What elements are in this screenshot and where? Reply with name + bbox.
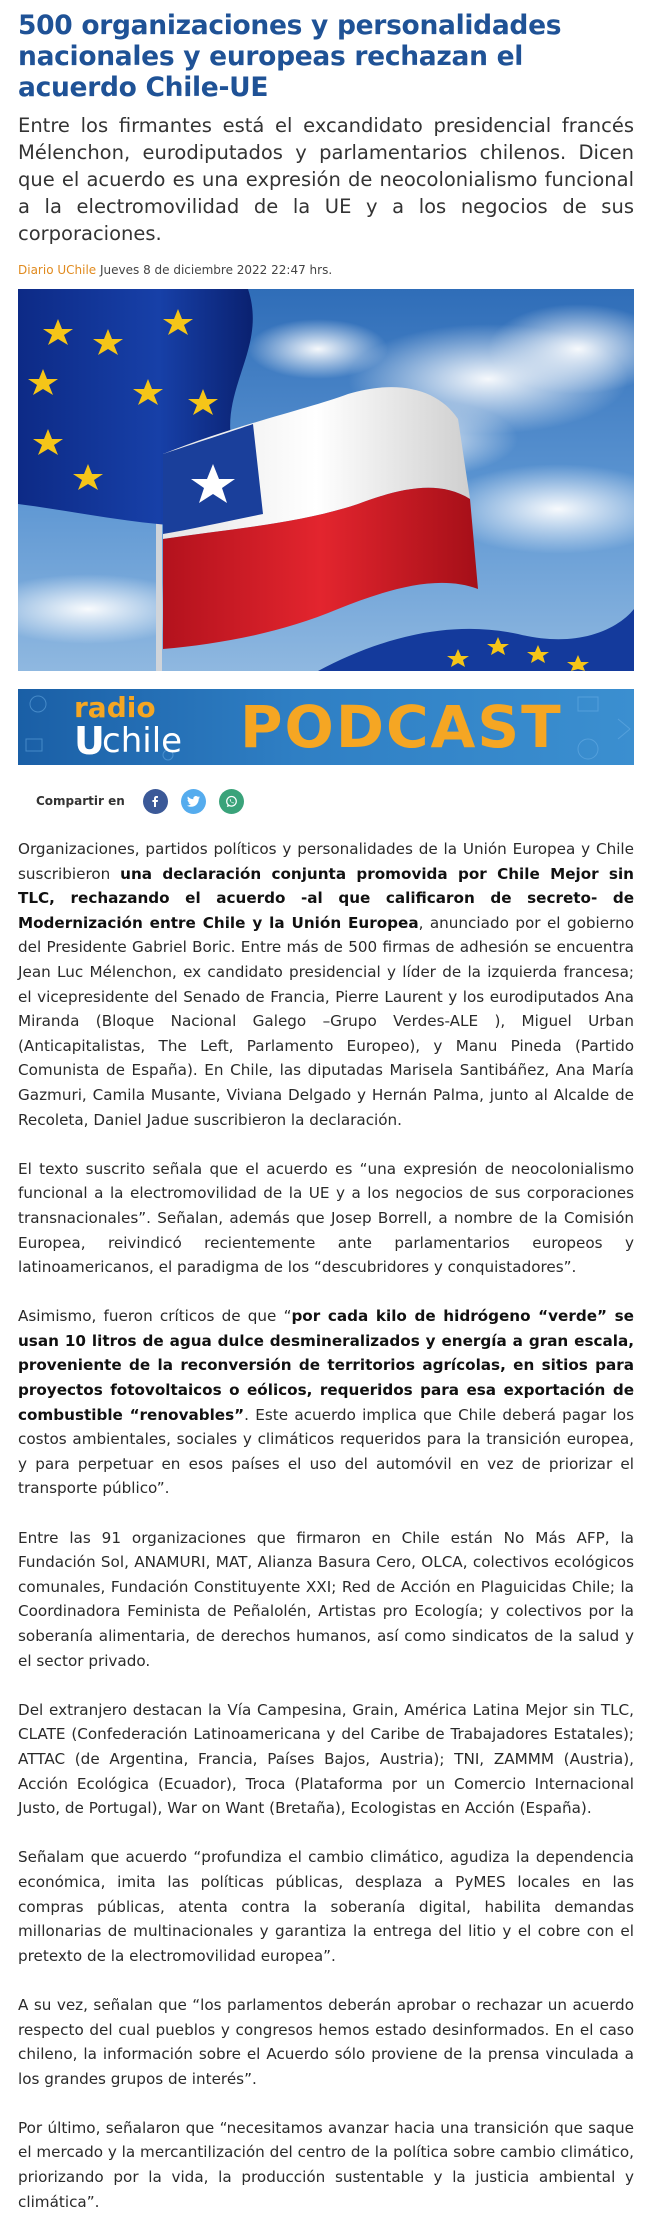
- article-paragraph-3: Asimismo, fueron críticos de que “por cada kilo de hidrógeno “verde” se usan 10 litros de agua dulce desmineralizados y energía a gran escala, proveniente de la reconversión de territorios agrícolas, en sitios para proyectos fotovoltaicos o eólicos, requeridos para esa exportación de combustible “renovables”. Este acuerdo implica que Chile deberá pagar los costos ambientales, sociales y climáticos requeridos para la transición europea, y para perpetuar en esos países el uso del automóvil en vez de priorizar el transporte público”.: [18, 1307, 635, 1498]
- source-link[interactable]: Diario UChile: [18, 263, 97, 277]
- article-paragraph-4: Entre las 91 organizaciones que firmaron en Chile están No Más AFP, la Fundación Sol, ANAMURI, MAT, Alianza Basura Cero, OLCA, colectivos ecológicos comunales, Fundación Constituyente XXI; Red de Acción en Plaguicidas Chile; la Coordinadora Feminista de Peñalolén, Artistas pro Ecología; y colectivos por la soberanía alimentaria, de derechos humanos, así como sindicatos de la salud y el sector privado.: [18, 1528, 634, 1670]
- article-paragraph-1: Organizaciones, partidos políticos y personalidades de la Unión Europea y Chile suscribieron una declaración conjunta promovida por Chile Mejor sin TLC, rechazando el acuerdo -al que calificaron de secreto- de Modernización entre Chile y la Unión Europea, anunciado por el gobierno del Presidente Gabriel Boric. Entre más de 500 firmas de adhesión se encuentra Jean Luc Mélenchon, ex candidato presidencial y líder de la izquierda francesa; el vicepresidente del Senado de Francia, Pierre Laurent y los eurodiputados Ana Miranda (Bloque Nacional Galego –Grupo Verdes-ALE ), Miguel Urban (Anticapitalistas, The Left, Parlamento Europeo), y Manu Pineda (Partido Comunista de España). En Chile, las diputadas Marisela Santibáñez, Ana María Gazmuri, Camila Musante, Viviana Delgado y Hernán Palma, junto al Alcalde de Recoleta, Daniel Jadue suscribieron la declaración.: [18, 840, 635, 1129]
- whatsapp-share-button[interactable]: [219, 789, 244, 814]
- article-paragraph-2: El texto suscrito señala que el acuerdo es “una expresión de neocolonialismo funcional a la electromovilidad de la UE y a los negocios de sus corporaciones transnacionales”. Señalan, además que Josep Borrell, a nombre de la Comisión Europea, reivindicó recientemente ante parlamentarios europeos y latinoamericanos, el paradigma de los “descubridores y conquistadores”.: [18, 1159, 634, 1277]
- brand-u: U: [74, 719, 105, 763]
- radio-label: radio: [74, 691, 156, 724]
- article-title: 500 organizaciones y personalidades nacionales y europeas rechazan el acuerdo Chile-UE: [18, 10, 562, 103]
- article-paragraph-7: A su vez, señalan que “los parlamentos deberán aprobar o rechazar un acuerdo respecto del cual pueblos y congresos hemos estado desinformados. En el caso chileno, la información sobre el Acuerdo sólo proviene de la prensa vinculada a los grandes grupos de interés”.: [18, 1995, 634, 2088]
- article-lead: Entre los firmantes está el excandidato presidencial francés Mélenchon, eurodiputados y parlamentarios chilenos. Dicen que el acuerdo es una expresión de neocolonialismo funcional a la electromovilidad de la UE y a los negocios de sus corporaciones.: [18, 114, 634, 245]
- article-paragraph-8: Por último, señalaron que “necesitamos avanzar hacia una transición que saque el mercado y la mercantilización del centro de la política sobre cambio climático, priorizando por la vida, la producción sustentable y la justicia ambiental y climática”.: [18, 2118, 634, 2211]
- brand-chile: chile: [102, 721, 183, 761]
- twitter-share-button[interactable]: [181, 789, 206, 814]
- article-paragraph-5: Del extranjero destacan la Vía Campesina, Grain, América Latina Mejor sin TLC, CLATE (Confederación Latinoamericana y del Caribe de Trabajadores Estatales); ATTAC (de Argentina, Francia, Países Bajos, Austria); TNI, ZAMMM (Austria), Acción Ecológica (Ecuador), Troca (Plataforma por un Comercio Internacional Justo, de Portugal), War on Want (Bretaña), Ecologistas en Acción (España).: [18, 1700, 634, 1818]
- facebook-share-button[interactable]: [143, 789, 168, 814]
- podcast-label: PODCAST: [240, 693, 563, 761]
- twitter-icon: [187, 796, 200, 807]
- article-date: Jueves 8 de diciembre 2022 22:47 hrs.: [100, 263, 333, 277]
- hero-image-flags: [18, 289, 634, 671]
- share-label: Compartir en: [36, 794, 125, 808]
- share-bar: [18, 765, 634, 837]
- article-paragraph-6: Señalam que acuerdo “profundiza el cambio climático, agudiza la dependencia económica, imita las políticas públicas, desplaza a PyMES locales en las compras públicas, atenta contra la soberanía digital, habilita demandas millonarias de multinacionales y garantiza la entrega del litio y el cobre con el pretexto de la electromovilidad europea”.: [18, 1848, 634, 1965]
- facebook-icon: [149, 795, 161, 807]
- article-meta: [18, 263, 634, 277]
- podcast-banner[interactable]: [18, 689, 634, 765]
- article-body: [18, 837, 634, 2214]
- whatsapp-icon: [225, 795, 238, 808]
